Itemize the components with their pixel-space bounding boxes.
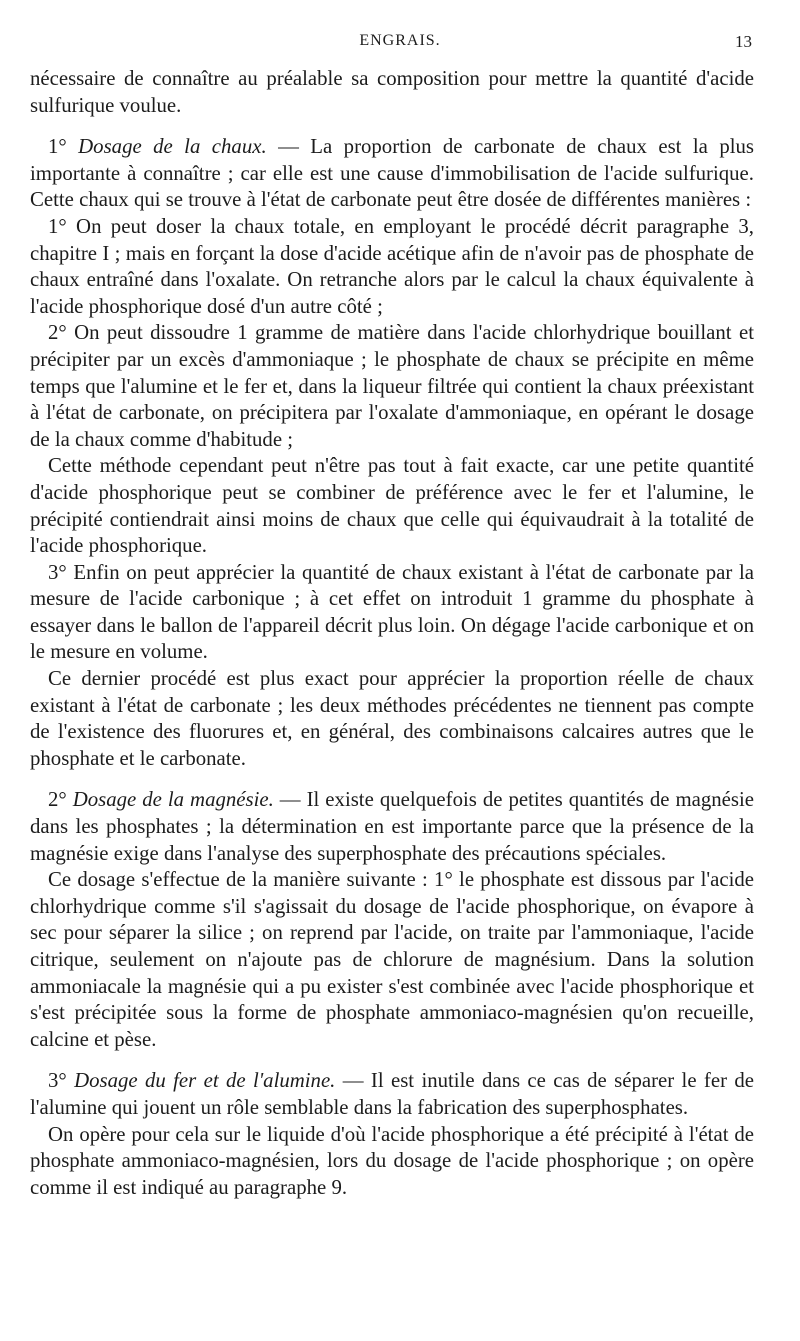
paragraph-text: 2° On peut dissoudre 1 gramme de matière dans l'acide chlorhydrique bouillant et précipiter par un excès d'ammoniaque ; le phosphate de chaux se précipite en même temps que l'alumine et le fer et, dans la liqueur filtrée qui contient la chaux préexistant à l'état de carbonate, on précipitera par l'oxalate d'ammoniaque, en opérant le dosage de la chaux comme d'habitude ; [30, 321, 754, 451]
paragraph-comparison [30, 666, 754, 772]
paragraph-text: 3° Enfin on peut apprécier la quantité de chaux existant à l'état de carbonate par la mesure de l'acide carbonique ; à cet effet on introduit 1 gramme du phosphate à essayer dans le ballon de l'appareil décrit plus loin. On dégage l'acide carbonique et on le mesure en volume. [30, 560, 754, 664]
paragraph-text: — La proportion de carbonate de chaux est la plus importante à connaître ; car elle est une cause d'immobilisation de l'acide sulfurique. Cette chaux qui se trouve à l'état de carbonate peut être dosée de différentes manières : [30, 135, 754, 212]
paragraph-intro [30, 66, 754, 119]
paragraph-text: Ce dernier procédé est plus exact pour apprécier la proportion réelle de chaux existant à l'état de carbonate ; les deux méthodes précédentes ne tiennent pas compte de l'existence des fluorures et, en général, des combinaisons calcaires autres que le phosphate et le carbonate. [30, 667, 754, 770]
section-heading-fer-alumine [30, 1068, 754, 1121]
section-number: 1° [48, 135, 79, 159]
paragraph-text: Ce dosage s'effectue de la manière suivante : 1° le phosphate est dissous par l'acide chlorhydrique comme s'il s'agissait du dosage de l'acide phosphorique, on évapore à sec pour séparer la silice ; on reprend par l'acide, on traite par l'ammoniaque, l'acide citrique, seulement on n'ajoute pas de chlorure de magnésium. Dans la solution ammoniacale la magnésie qui a pu exister s'est combinée avec l'acide phosphorique et s'est précipitée sous la forme de phosphate ammoniaco-magnésien qu'on recueille, calcine et pèse. [30, 868, 754, 1051]
page-body [30, 66, 754, 1201]
section-heading-magnesie [30, 787, 754, 867]
paragraph-text: On opère pour cela sur le liquide d'où l'acide phosphorique a été précipité à l'état de phosphate ammoniaco-magnésien, lors du dosage de l'acide phosphorique ; on opère comme il est indiqué au paragraphe 9. [30, 1122, 754, 1199]
paragraph-text: Cette méthode cependant peut n'être pas tout à fait exacte, car une petite quantité d'acide phosphorique peut se combiner de préférence avec le fer et l'alumine, le précipité contiendrait ainsi moins de chaux que celle qui équivaudrait à la totalité de l'acide phosphorique. [30, 454, 754, 558]
section-title: Dosage de la magnésie. [72, 788, 274, 812]
page-header [30, 32, 770, 56]
paragraph-method-3 [30, 560, 754, 666]
paragraph-method-1 [30, 214, 754, 320]
paragraph-text: — Il est inutile dans ce cas de séparer le fer de l'alumine qui jouent un rôle semblable dans la fabrication des superphosphates. [30, 1069, 754, 1119]
paragraph-caveat [30, 453, 754, 559]
section-number: 2° [48, 788, 73, 812]
paragraph-text: nécessaire de connaître au préalable sa composition pour mettre la quantité d'acide sulfurique voulue. [30, 67, 754, 117]
page-number: 13 [735, 32, 752, 51]
section-heading-chaux [30, 134, 754, 214]
paragraph-fer-alumine-procedure [30, 1122, 754, 1202]
section-number: 3° [48, 1069, 75, 1093]
paragraph-text: — Il existe quelquefois de petites quantités de magnésie dans les phosphates ; la détermination en est importante parce que la présence de la magnésie exige dans l'analyse des superphosphate des précautions spéciales. [30, 788, 755, 865]
section-title: Dosage du fer et de l'alumine. [74, 1069, 336, 1093]
paragraph-magnesie-procedure [30, 867, 754, 1053]
running-head: ENGRAIS. [359, 32, 441, 49]
section-title: Dosage de la chaux. [78, 135, 267, 159]
paragraph-method-2 [30, 320, 754, 453]
paragraph-text: 1° On peut doser la chaux totale, en employant le procédé décrit paragraphe 3, chapitre I ; mais en forçant la dose d'acide acétique afin de n'avoir pas de phosphate de chaux entraîné dans l'oxalate. On retranche alors par le calcul la chaux équivalente à l'acide phosphorique dosé d'un autre côté ; [30, 214, 754, 318]
